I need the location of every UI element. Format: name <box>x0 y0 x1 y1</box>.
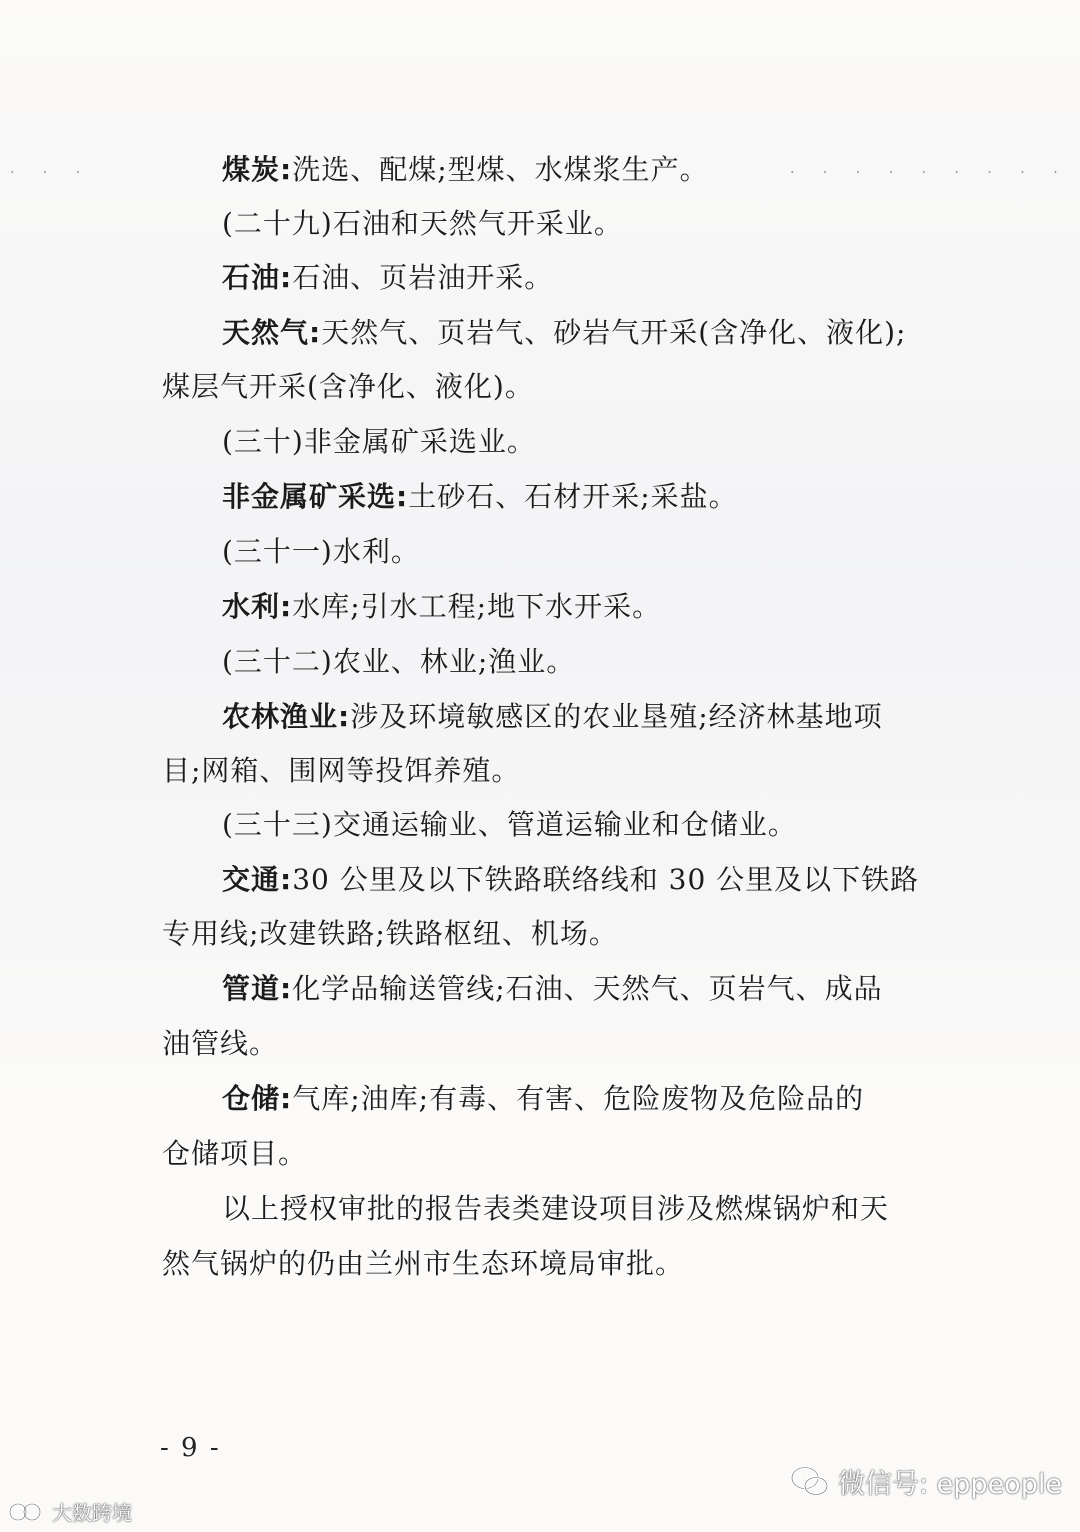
line-text: 仓储项目。 <box>162 1137 308 1170</box>
line-text: 30 公里及以下铁路联络线和 30 公里及以下铁路 <box>292 863 920 896</box>
paragraph-line <box>222 1189 1080 1229</box>
category-lead: 非金属矿采选: <box>222 480 409 513</box>
scan-artifact-dots-left: · · · <box>10 165 93 181</box>
paragraph-continuation <box>162 1024 1080 1064</box>
category-lead: 管道: <box>222 972 293 1005</box>
line-text: (三十二)农业、林业;渔业。 <box>222 645 576 678</box>
paragraph-line <box>222 150 1080 190</box>
line-text: 然气锅炉的仍由兰州市生态环境局审批。 <box>162 1247 685 1280</box>
paragraph-line <box>222 587 1080 627</box>
paragraph-line <box>222 969 1080 1009</box>
line-text: 水库;引水工程;地下水开采。 <box>292 590 662 623</box>
category-lead: 农林渔业: <box>222 700 351 733</box>
line-text: (三十一)水利。 <box>222 535 420 568</box>
line-text: 以上授权审批的报告表类建设项目涉及燃煤锅炉和天 <box>222 1192 890 1225</box>
watermark-right-text: 微信号: eppeople <box>838 1469 1062 1500</box>
line-text: 煤层气开采(含净化、液化)。 <box>162 370 534 403</box>
line-text: (三十)非金属矿采选业。 <box>222 425 536 458</box>
category-lead: 仓储: <box>222 1082 293 1115</box>
line-text: 油管线。 <box>162 1027 279 1060</box>
line-text: 专用线;改建铁路;铁路枢纽、机场。 <box>162 917 618 950</box>
section-heading <box>222 422 1080 462</box>
paragraph-continuation <box>162 1134 1080 1174</box>
line-text: (二十九)石油和天然气开采业。 <box>222 207 623 240</box>
paragraph-line <box>222 860 1080 900</box>
line-text: 土砂石、石材开采;采盐。 <box>408 480 738 513</box>
paragraph-line <box>222 477 1080 517</box>
paragraph-line <box>222 1079 1080 1119</box>
section-heading <box>222 642 1080 682</box>
paragraph-continuation <box>162 367 1080 407</box>
line-text: 化学品输送管线;石油、天然气、页岩气、成品 <box>292 972 883 1005</box>
paragraph-line <box>222 258 1080 298</box>
watermark-left-text: 大数跨境 <box>52 1501 132 1525</box>
category-lead: 天然气: <box>222 316 322 349</box>
paragraph-continuation <box>162 1244 1080 1284</box>
category-lead: 交通: <box>222 863 293 896</box>
line-text: 天然气、页岩气、砂岩气开采(含净化、液化); <box>321 316 907 349</box>
paragraph-continuation <box>162 914 1080 954</box>
paragraph-line <box>222 697 1080 737</box>
line-text: 涉及环境敏感区的农业垦殖;经济林基地项 <box>350 700 883 733</box>
scan-artifact-dots-right: · · · · · · · · · <box>790 165 1070 181</box>
paragraph-continuation <box>162 751 1080 791</box>
section-heading <box>222 204 1080 244</box>
watermark-left <box>8 1497 132 1526</box>
section-heading <box>222 805 1080 845</box>
line-text: (三十三)交通运输业、管道运输业和仓储业。 <box>222 808 797 841</box>
page-number: - 9 - <box>160 1433 221 1463</box>
watermark-right <box>790 1462 1062 1501</box>
paragraph-line <box>222 313 1080 353</box>
brand-logo-icon <box>8 1500 46 1524</box>
category-lead: 煤炭: <box>222 153 293 186</box>
line-text: 气库;油库;有毒、有害、危险废物及危险品的 <box>292 1082 865 1115</box>
section-heading <box>222 532 1080 572</box>
line-text: 石油、页岩油开采。 <box>292 261 554 294</box>
category-lead: 石油: <box>222 261 293 294</box>
wechat-icon <box>790 1465 830 1499</box>
line-text: 目;网箱、围网等投饵养殖。 <box>162 754 521 787</box>
category-lead: 水利: <box>222 590 293 623</box>
line-text: 洗选、配煤;型煤、水煤浆生产。 <box>292 153 709 186</box>
